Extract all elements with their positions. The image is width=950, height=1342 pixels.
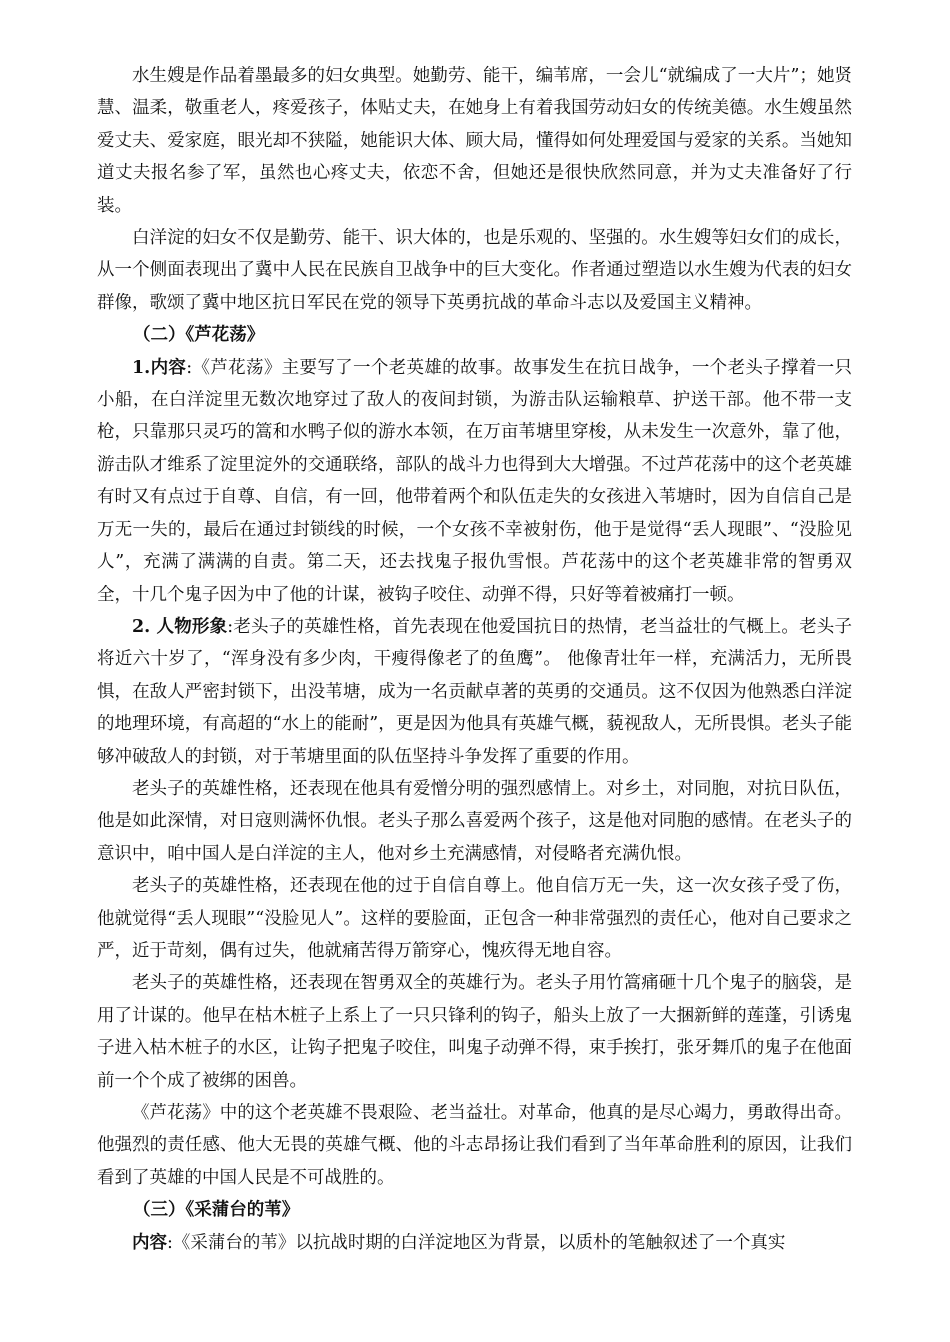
paragraph-luhuadang-summary: 《芦花荡》中的这个老英雄不畏艰险、老当益壮。对革命，他真的是尽心竭力，勇敢得出奇。他强烈的责任感、他大无畏的英雄气概、他的斗志昂扬让我们看到了当年革命胜利的原因，让我们看到了英雄的中国人民是不可战胜的。 [97, 1103, 852, 1188]
paragraph-luhuadang-content [97, 352, 852, 611]
paragraph-self-confidence: 老头子的英雄性格，还表现在他的过于自信自尊上。他自信万无一失，这一次女孩子受了伤，他就觉得“丢人现眼”“没脸见人”。这样的要脸面，正包含一种非常强烈的责任心，他对自己要求之严，近于苛刻，偶有过失，他就痛苦得万箭穿心，愧疚得无地自容。 [97, 876, 852, 961]
paragraph-caiputai-content [97, 1227, 852, 1259]
text-caiputai-content: :《采蒲台的苇》以抗战时期的白洋淀地区为背景，以质朴的笔触叙述了一个真实 [167, 1232, 786, 1253]
label-content: 1.内容 [132, 357, 187, 378]
paragraph-shuishengsao-character: 水生嫂是作品着墨最多的妇女典型。她勤劳、能干，编苇席，一会儿“就编成了一大片”；她贤慧、温柔，敬重老人，疼爱孩子，体贴丈夫，在她身上有着我国劳动妇女的传统美德。水生嫂虽然爱丈夫、爱家庭，眼光却不狭隘，她能识大体、顾大局，懂得如何处理爱国与爱家的关系。当她知道丈夫报名参了军，虽然也心疼丈夫，依恋不舍，但她还是很快欣然同意，并为丈夫准备好了行装。 [97, 66, 852, 216]
text-character-image: :老头子的英雄性格，首先表现在他爱国抗日的热情，老当益壮的气概上。老头子将近六十岁了，“浑身没有多少肉，干瘦得像老了的鱼鹰”。 他像青壮年一样，充满活力，无所畏惧，在敌人严密封锁下，出没苇塘，成为一名贡献卓著的英勇的交通员。这不仅因为他熟悉白洋淀的地理环境，有高超的“水上的能耐”，更是因为他具有英雄气概，藐视敌人，无所畏惧。老头子能够冲破敌人的封锁，对于苇塘里面的队伍坚持斗争发挥了重要的作用。 [97, 616, 852, 767]
document-page [97, 60, 852, 1259]
section-heading-caiputai: （三）《采蒲台的苇》 [133, 1200, 300, 1221]
paragraph-character-image [97, 611, 852, 773]
paragraph-baiyangdian-women: 白洋淀的妇女不仅是勤劳、能干、识大体的，也是乐观的、坚强的。水生嫂等妇女们的成长，从一个侧面表现出了冀中人民在民族自卫战争中的巨大变化。作者通过塑造以水生嫂为代表的妇女群像，歌颂了冀中地区抗日军民在党的领导下英勇抗战的革命斗志以及爱国主义精神。 [97, 228, 852, 313]
label-character-image: 2. 人物形象 [132, 616, 228, 637]
section-heading-luhuadang: （二）《芦花荡》 [133, 325, 265, 346]
paragraph-love-hate: 老头子的英雄性格，还表现在他具有爱憎分明的强烈感情上。对乡土，对同胞，对抗日队伍，他是如此深情，对日寇则满怀仇恨。老头子那么喜爱两个孩子，这是他对同胞的感情。在老头子的意识中，咱中国人是白洋淀的主人，他对乡土充满感情，对侵略者充满仇恨。 [97, 778, 852, 864]
text-luhuadang-content: :《芦花荡》主要写了一个老英雄的故事。故事发生在抗日战争，一个老头子撑着一只小船，在白洋淀里无数次地穿过了敌人的夜间封锁，为游击队运输粮草、护送干部。他不带一支枪，只靠那只灵巧的篙和水鸭子似的游水本领，在万亩苇塘里穿梭，从未发生一次意外，靠了他，游击队才维系了淀里淀外的交通联络，部队的战斗力也得到大大增强。不过芦花荡中的这个老英雄有时又有点过于自尊、自信，有一回，他带着两个和队伍走失的女孩进入苇塘时，因为自信自己是万无一失的，最后在通过封锁线的时候，一个女孩不幸被射伤，他于是觉得“丢人现眼”、“没脸见人”，充满了满满的自责。第二天，还去找鬼子报仇雪恨。芦花荡中的这个老英雄非常的智勇双全，十几个鬼子因为中了他的计谋，被钩子咬住、动弹不得，只好等着被痛打一顿。 [97, 357, 852, 605]
paragraph-wisdom-courage: 老头子的英雄性格，还表现在智勇双全的英雄行为。老头子用竹篙痛砸十几个鬼子的脑袋，是用了计谋的。他早在枯木桩子上系上了一只只锋利的钩子，船头上放了一大捆新鲜的莲蓬，引诱鬼子进入枯木桩子的水区，让钩子把鬼子咬住，叫鬼子动弹不得，束手挨打，张牙舞爪的鬼子在他面前一个个成了被绑的困兽。 [97, 973, 852, 1091]
label-content-caiputai: 内容 [132, 1232, 167, 1253]
